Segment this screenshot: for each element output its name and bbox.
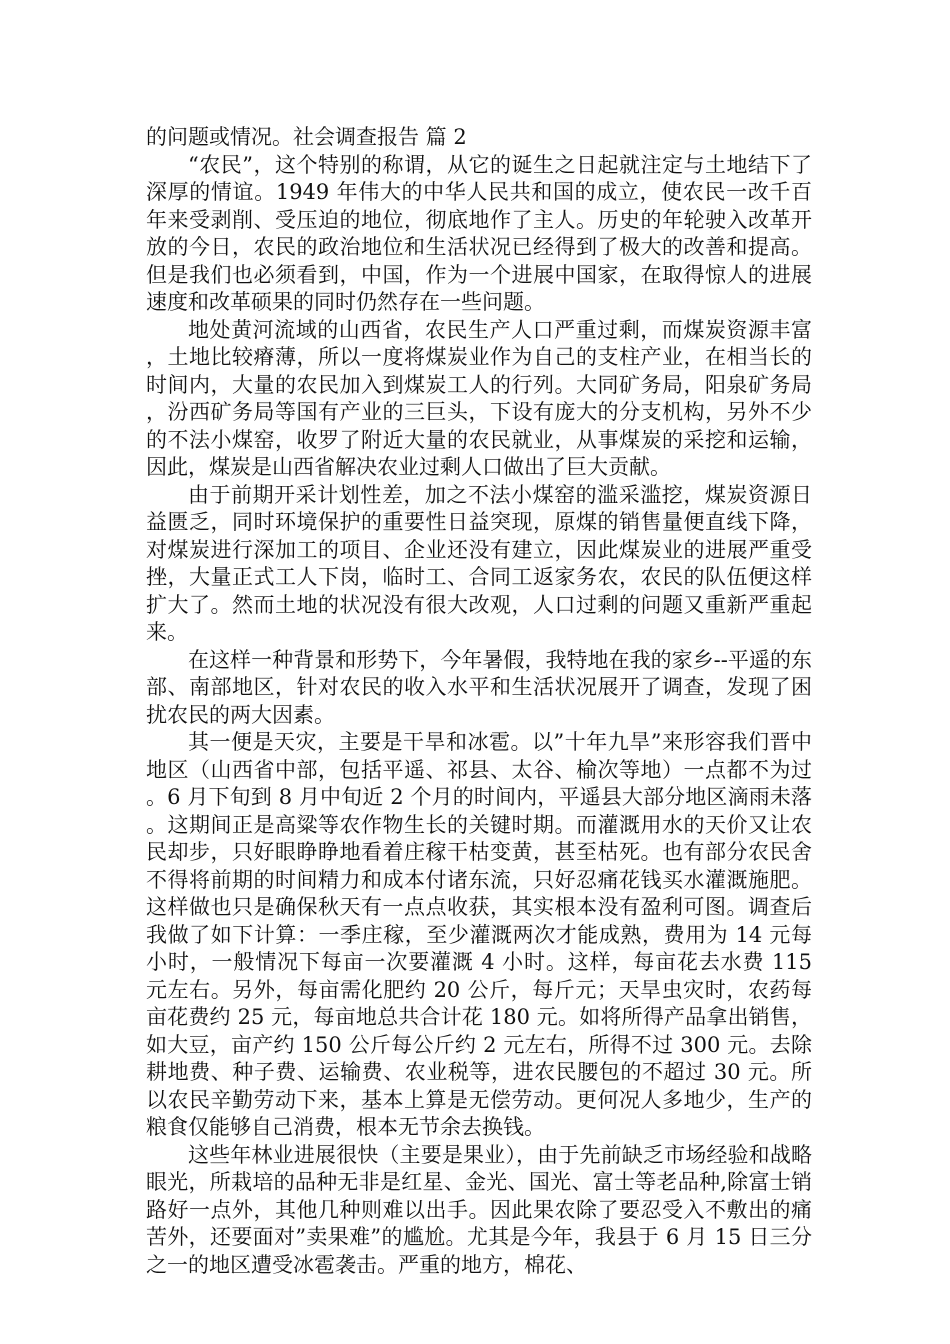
paragraph-5: 其一便是天灾，主要是干旱和冰雹。以”十年九旱”来形容我们晋中地区（山西省中部，包括平遥、祁县、太谷、榆次等地）一点都不为过。6 月下旬到 8 月中旬近 2 个月的时间内，平遥县大部分地区滴雨未落。这期间正是高粱等农作物生长的关键时期。而灌溉用水的天价又让农民却步，只好眼睁睁地看着庄稼干枯变黄，甚至枯死。也有部分农民舍不得将前期的时间精力和成本付诸东流，只好忍痛花钱买水灌溉施肥。这样做也只是确保秋天有一点点收获，其实根本没有盈利可图。调查后我做了如下计算：一季庄稼，至少灌溉两次才能成熟，费用为 14 元每小时，一般情况下每亩一次要灌溉 4 小时。这样，每亩花去水费 115 元左右。另外，每亩需化肥约 20 公斤，每斤元；天旱虫灾时，农药每亩花费约 25 元，每亩地总共合计花 180 元。如将所得产品拿出销售，如大豆，亩产约 150 公斤每公斤约 2 元左右，所得不过 300 元。去除耕地费、种子费、运输费、农业税等，进农民腰包的不超过 30 元。所以农民辛勤劳动下来，基本上算是无偿劳动。更何况人多地少，生产的粮食仅能够自己消费，根本无节余去换钱。 (146, 730, 812, 1139)
paragraph-4: 在这样一种背景和形势下，今年暑假，我特地在我的家乡--平遥的东部、南部地区，针对农民的收入水平和生活状况展开了调查，发现了困扰农民的两大因素。 (146, 647, 812, 727)
paragraph-1: “农民”，这个特别的称谓，从它的诞生之日起就注定与土地结下了深厚的情谊。1949 年伟大的中华人民共和国的成立，使农民一改千百年来受剥削、受压迫的地位，彻底地作了主人。历史的年轮驶入改革开放的今日，农民的政治地位和生活状况已经得到了极大的改善和提高。但是我们也必须看到，中国，作为一个进展中国家，在取得惊人的进展速度和改革硕果的同时仍然存在一些问题。 (146, 152, 812, 314)
paragraph-2: 地处黄河流域的山西省，农民生产人口严重过剩，而煤炭资源丰富，土地比较瘠薄，所以一度将煤炭业作为自己的支柱产业，在相当长的时间内，大量的农民加入到煤炭工人的行列。大同矿务局，阳泉矿务局，汾西矿务局等国有产业的三巨头，下设有庞大的分支机构，另外不少的不法小煤窑，收罗了附近大量的农民就业，从事煤炭的采挖和运输，因此，煤炭是山西省解决农业过剩人口做出了巨大贡献。 (146, 317, 812, 479)
document-body (146, 124, 812, 1279)
paragraph-6: 这些年林业进展很快（主要是果业），由于先前缺乏市场经验和战略眼光，所栽培的品种无非是红星、金光、国光、富士等老品种,除富士销路好一点外，其他几种则难以出手。因此果农除了要忍受入不敷出的痛苦外，还要面对”卖果难”的尴尬。尤其是今年，我县于 6 月 15 日三分之一的地区遭受冰雹袭击。严重的地方，棉花、 (146, 1142, 812, 1277)
paragraph-3: 由于前期开采计划性差，加之不法小煤窑的滥采滥挖，煤炭资源日益匮乏，同时环境保护的重要性日益突现，原煤的销售量便直线下降，对煤炭进行深加工的项目、企业还没有建立，因此煤炭业的进展严重受挫，大量正式工人下岗，临时工、合同工返家务农，农民的队伍便这样扩大了。然而土地的状况没有很大改观，人口过剩的问题又重新严重起来。 (146, 482, 812, 644)
lead-line: 的问题或情况。社会调查报告 篇 2 (146, 125, 467, 149)
